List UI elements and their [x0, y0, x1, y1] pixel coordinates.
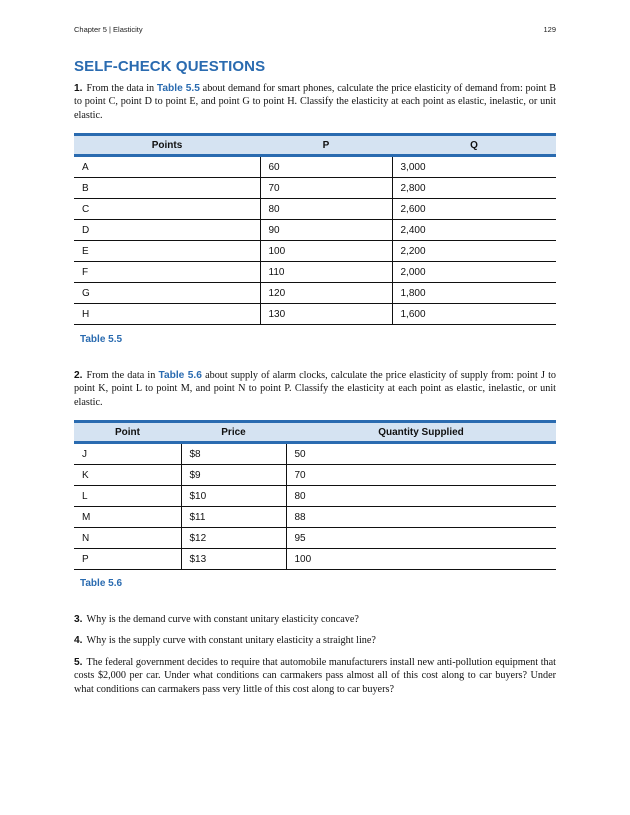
table-reference-link[interactable]: Table 5.5: [156, 83, 200, 94]
cell: 2,200: [392, 241, 556, 262]
cell: 95: [286, 528, 556, 549]
table-row: [74, 220, 556, 241]
cell: 50: [286, 443, 556, 465]
table-row: [74, 262, 556, 283]
cell: D: [74, 220, 260, 241]
table-row: [74, 283, 556, 304]
cell: K: [74, 465, 181, 486]
table-row: [74, 507, 556, 528]
table-caption: Table 5.5: [80, 334, 123, 345]
question-1: [74, 82, 556, 122]
table-header-row: [74, 422, 556, 443]
cell: 3,000: [392, 156, 556, 178]
section-title: SELF-CHECK QUESTIONS: [74, 58, 266, 75]
cell: $10: [181, 486, 286, 507]
cell: M: [74, 507, 181, 528]
table-row: [74, 156, 556, 178]
cell: J: [74, 443, 181, 465]
cell: G: [74, 283, 260, 304]
table-row: [74, 486, 556, 507]
cell: 130: [260, 304, 392, 325]
table-caption: Table 5.6: [80, 578, 123, 589]
cell: 2,800: [392, 178, 556, 199]
question-text: From the data in: [86, 83, 157, 94]
cell: A: [74, 156, 260, 178]
question-number: 1.: [74, 83, 83, 94]
cell: 90: [260, 220, 392, 241]
table-row: [74, 241, 556, 262]
table-row: [74, 528, 556, 549]
cell: B: [74, 178, 260, 199]
cell: 100: [286, 549, 556, 570]
supply-table: [74, 420, 556, 570]
demand-table: [74, 133, 556, 325]
column-header: Points: [74, 135, 260, 156]
cell: P: [74, 549, 181, 570]
question-text: Why is the supply curve with constant unitary elasticity a straight line?: [86, 635, 376, 646]
cell: 80: [286, 486, 556, 507]
table-row: [74, 465, 556, 486]
question-number: 4.: [74, 635, 83, 646]
cell: 88: [286, 507, 556, 528]
cell: $8: [181, 443, 286, 465]
cell: C: [74, 199, 260, 220]
column-header: Quantity Supplied: [286, 422, 556, 443]
question-4: [74, 634, 556, 647]
cell: 100: [260, 241, 392, 262]
cell: 120: [260, 283, 392, 304]
question-2: [74, 369, 556, 409]
column-header: Q: [392, 135, 556, 156]
table-row: [74, 304, 556, 325]
cell: $12: [181, 528, 286, 549]
cell: 2,000: [392, 262, 556, 283]
running-header: [74, 25, 556, 34]
table-header-row: [74, 135, 556, 156]
question-text: about supply of alarm clocks, calculate the price elasticity of supply from: point J to point K, point L to point M, and point N to point P. Classify the elasticity at each point as elastic, inelastic, or unit elastic.: [74, 370, 557, 408]
column-header: P: [260, 135, 392, 156]
question-number: 5.: [74, 657, 83, 668]
question-text: Why is the demand curve with constant unitary elasticity concave?: [86, 614, 359, 625]
question-text: From the data in: [86, 370, 159, 381]
question-number: 2.: [74, 370, 83, 381]
chapter-label: Chapter 5 | Elasticity: [74, 25, 143, 34]
cell: N: [74, 528, 181, 549]
table-row: [74, 443, 556, 465]
cell: 80: [260, 199, 392, 220]
table-row: [74, 549, 556, 570]
cell: 60: [260, 156, 392, 178]
question-text: The federal government decides to require that automobile manufacturers install new anti-pollution equipment that costs $2,000 per car. Under what conditions can carmakers pass almost all of this cost along to car buyers? Under what conditions can carmakers pass very little of this cost along to car buyers?: [74, 657, 556, 695]
column-header: Price: [181, 422, 286, 443]
cell: 2,600: [392, 199, 556, 220]
cell: 2,400: [392, 220, 556, 241]
table-reference-link[interactable]: Table 5.6: [158, 370, 202, 381]
question-text: about demand for smart phones, calculate the price elasticity of demand from: point B to point C, point D to point E, and point G to point H. Classify the elasticity at each point as elastic, inelastic, or unit elastic.: [74, 83, 557, 121]
cell: 110: [260, 262, 392, 283]
question-3: [74, 613, 556, 626]
cell: 1,600: [392, 304, 556, 325]
cell: F: [74, 262, 260, 283]
cell: $13: [181, 549, 286, 570]
cell: 70: [260, 178, 392, 199]
cell: E: [74, 241, 260, 262]
table-row: [74, 199, 556, 220]
page-number: 129: [543, 25, 556, 34]
cell: 1,800: [392, 283, 556, 304]
cell: L: [74, 486, 181, 507]
cell: H: [74, 304, 260, 325]
column-header: Point: [74, 422, 181, 443]
question-number: 3.: [74, 614, 83, 625]
cell: 70: [286, 465, 556, 486]
table-row: [74, 178, 556, 199]
cell: $11: [181, 507, 286, 528]
cell: $9: [181, 465, 286, 486]
question-5: [74, 656, 556, 696]
